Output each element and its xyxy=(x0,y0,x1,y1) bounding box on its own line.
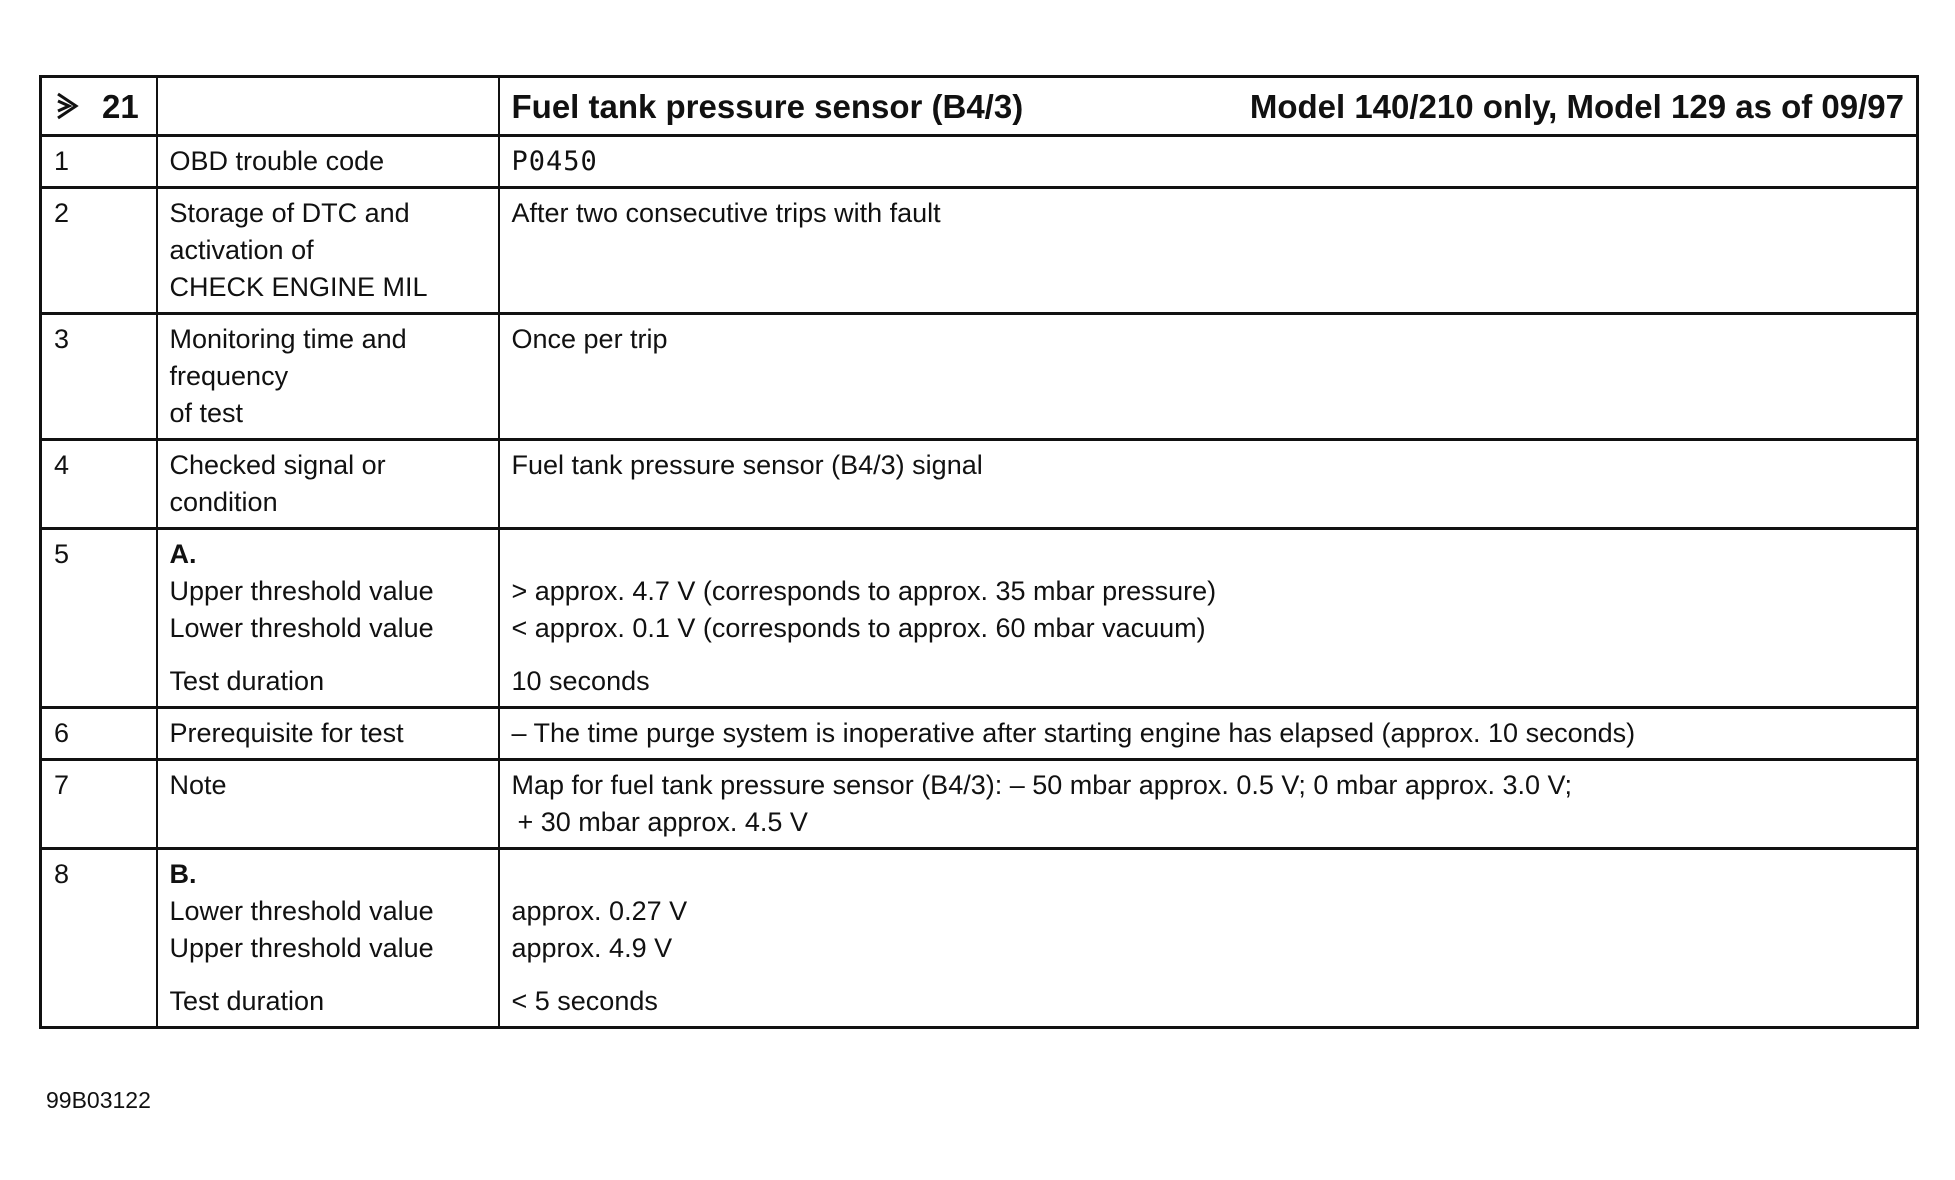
table-row xyxy=(41,136,1918,188)
table-row xyxy=(41,760,1918,849)
header-empty-cell xyxy=(157,77,499,136)
test-duration-value: 10 seconds xyxy=(511,666,650,696)
row-number: 2 xyxy=(41,188,157,314)
row-value: – The time purge system is inoperative after starting engine has elapsed (approx. 10 seconds) xyxy=(499,708,1918,760)
row-number: 8 xyxy=(41,849,157,1028)
section-a-label: A. xyxy=(169,539,197,569)
row-label: Note xyxy=(157,760,499,849)
label-line: condition xyxy=(169,487,278,517)
row-number: 4 xyxy=(41,440,157,529)
header-title-cell xyxy=(499,77,1918,136)
label-line: activation of xyxy=(169,235,314,265)
row-value: After two consecutive trips with fault xyxy=(499,188,1918,314)
row-label xyxy=(157,440,499,529)
section-number: 21 xyxy=(102,87,139,125)
row-value xyxy=(499,849,1918,1028)
table-row xyxy=(41,440,1918,529)
row-label xyxy=(157,314,499,440)
table-row xyxy=(41,529,1918,708)
row-label: Prerequisite for test xyxy=(157,708,499,760)
row-value xyxy=(499,529,1918,708)
label-line: Storage of DTC and xyxy=(169,198,410,228)
row-number: 1 xyxy=(41,136,157,188)
section-b-label: B. xyxy=(169,859,197,889)
test-duration-label: Test duration xyxy=(169,666,325,696)
upper-threshold-label: Upper threshold value xyxy=(169,576,434,606)
row-number: 7 xyxy=(41,760,157,849)
table-header-row xyxy=(41,77,1918,136)
table-row xyxy=(41,708,1918,760)
upper-threshold-value: > approx. 4.7 V (corresponds to approx. 35 mbar pressure) xyxy=(511,576,1217,606)
row-number: 5 xyxy=(41,529,157,708)
lower-threshold-label: Lower threshold value xyxy=(169,613,434,643)
figure-code: 99B03122 xyxy=(46,1087,151,1113)
lower-threshold-value: < approx. 0.1 V (corresponds to approx. 60 mbar vacuum) xyxy=(511,613,1206,643)
label-line: Monitoring time and xyxy=(169,324,407,354)
table-row xyxy=(41,314,1918,440)
row-number: 6 xyxy=(41,708,157,760)
note-line: + 30 mbar approx. 4.5 V xyxy=(517,807,808,837)
lower-threshold-label: Lower threshold value xyxy=(169,896,434,926)
test-duration-label: Test duration xyxy=(169,986,325,1016)
row-label: OBD trouble code xyxy=(157,136,499,188)
table-row xyxy=(41,849,1918,1028)
upper-threshold-label: Upper threshold value xyxy=(169,933,434,963)
obd-test-table xyxy=(39,75,1919,1029)
obd-trouble-code: P0450 xyxy=(499,136,1918,188)
row-label xyxy=(157,529,499,708)
page-title: Fuel tank pressure sensor (B4/3) xyxy=(511,87,1024,125)
obd-test-sheet xyxy=(39,75,1919,1029)
row-value: Fuel tank pressure sensor (B4/3) signal xyxy=(499,440,1918,529)
row-number: 3 xyxy=(41,314,157,440)
test-duration-value: < 5 seconds xyxy=(511,986,658,1016)
row-value: Once per trip xyxy=(499,314,1918,440)
note-line: Map for fuel tank pressure sensor (B4/3): – 50 mbar approx. 0.5 V; 0 mbar approx. 3.0 V; xyxy=(511,770,1573,800)
label-line: of test xyxy=(169,398,244,428)
label-line: frequency xyxy=(169,361,289,391)
label-line: Checked signal or xyxy=(169,450,386,480)
table-row xyxy=(41,188,1918,314)
double-chevron-right-icon xyxy=(54,89,94,123)
model-note: Model 140/210 only, Model 129 as of 09/97 xyxy=(1249,87,1904,125)
lower-threshold-value: approx. 0.27 V xyxy=(511,896,688,926)
row-label xyxy=(157,849,499,1028)
section-number-cell xyxy=(41,77,157,136)
row-label xyxy=(157,188,499,314)
label-line: CHECK ENGINE MIL xyxy=(169,272,428,302)
upper-threshold-value: approx. 4.9 V xyxy=(511,933,673,963)
row-value xyxy=(499,760,1918,849)
